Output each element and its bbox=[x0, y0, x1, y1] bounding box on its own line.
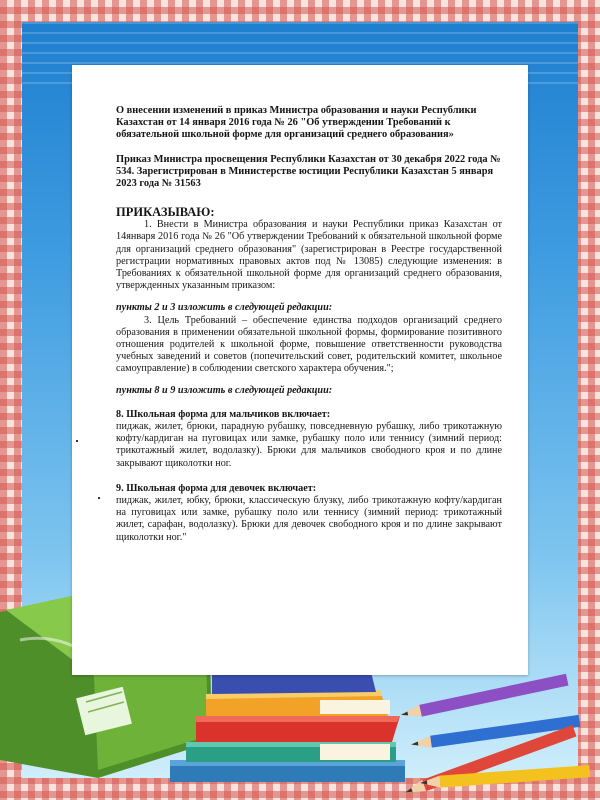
scan-dot bbox=[76, 440, 78, 442]
amend-heading-1: пункты 2 и 3 изложить в следующей редакции: bbox=[116, 302, 333, 314]
girls-heading: 9. Школьная форма для девочек включает: bbox=[116, 482, 317, 494]
paragraph-1: 1. Внести в Министра образования и науки Республики приказ Казахстан от 14января 2016 года № 26 "Об утверждении Требований к обязательной школьной форме для организаций среднего образования" (зарегистрирован в Реестре государственной регистрации нормативных правовых актов под № 13085) следующие изменения: в Требованиях к обязательной школьной форме для организаций среднего образования, утвержденных указанным приказом: bbox=[116, 219, 502, 292]
decree-heading: ПРИКАЗЫВАЮ: bbox=[116, 205, 215, 220]
order-info: Приказ Министра просвещения Республики Казахстан от 30 декабря 2022 года № 534. Зарегистрирован в Министерстве юстиции Республики Казахстан 5 января 2023 года № 31563 bbox=[116, 153, 501, 190]
boys-text: пиджак, жилет, брюки, парадную рубашку, повседневную рубашку, либо трикотажную кофту/кардиган на пуговицах или замке, рубашку поло или теннису (зимний период: трикотажный жилет, водолазку). Брюки для мальчиков свободного кроя и по длине закрывают щиколотки ног. bbox=[116, 421, 502, 469]
girls-text: пиджак, жилет, юбку, брюки, классическую блузку, либо трикотажную кофту/кардиган на пуговицах или замке, рубашку поло или теннису (зимний период: трикотажный жилет, сарафан, водолазку). Брюки для девочек свободного кроя и по длине закрывают щиколотки ног." bbox=[116, 495, 502, 543]
scan-dot bbox=[98, 497, 100, 499]
boys-heading: 8. Школьная форма для мальчиков включает: bbox=[116, 408, 331, 420]
document-text bbox=[116, 105, 502, 544]
paragraph-3: 3. Цель Требований – обеспечение единства подходов организаций среднего образования в применении обязательной школьной формы, формирование позитивного отношения родителей к школьной форме, повышение ответственности руководства учебных заведений и советов (попечительский совет, родительский комитет, школьное самоуправление) в соблюдении светского характера обучения."; bbox=[116, 314, 502, 375]
amend-heading-2: пункты 8 и 9 изложить в следующей редакции: bbox=[116, 384, 333, 396]
document-title: О внесении изменений в приказ Министра образования и науки Республики Казахстан от 14 января 2016 года № 26 "Об утверждении Требований к обязательной школьной форме для организаций среднего образования» bbox=[116, 105, 477, 141]
